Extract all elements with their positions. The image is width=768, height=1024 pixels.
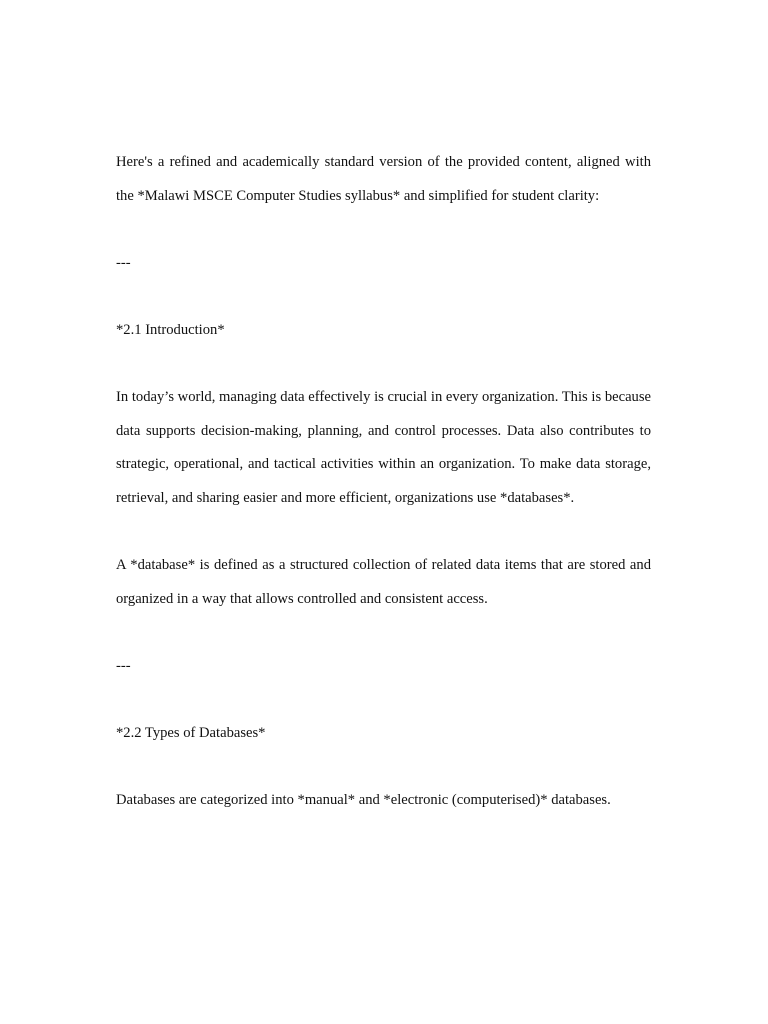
types-paragraph: Databases are categorized into *manual* and *electronic (computerised)* databases.: [116, 792, 611, 809]
section-heading-types: *2.2 Types of Databases*: [116, 725, 266, 742]
blank-line: [116, 516, 651, 550]
introduction-paragraph: In today’s world, managing data effectively is crucial in every organization. This is because data supports decision-making, planning, and control processes. Data also contributes to strategic, operational, and tactical activities within an organization. To make data storage, retrieval, and sharing easier and more efficient, organizations use *databases*.: [116, 389, 651, 506]
blank-line: [116, 684, 651, 718]
blank-line: [116, 751, 651, 785]
section-heading-introduction: *2.1 Introduction*: [116, 321, 225, 338]
separator-line: ---: [116, 254, 131, 271]
separator-line: ---: [116, 657, 131, 674]
intro-paragraph: Here's a refined and academically standard version of the provided content, aligned with the *Malawi MSCE Computer Studies syllabus* and simplified for student clarity:: [116, 154, 651, 204]
blank-line: [116, 213, 651, 247]
blank-line: [116, 616, 651, 650]
blank-line: [116, 280, 651, 314]
blank-line: [116, 348, 651, 382]
database-definition-paragraph: A *database* is defined as a structured collection of related data items that are stored and organized in a way that allows controlled and consistent access.: [116, 557, 651, 607]
document-page: [116, 146, 651, 818]
